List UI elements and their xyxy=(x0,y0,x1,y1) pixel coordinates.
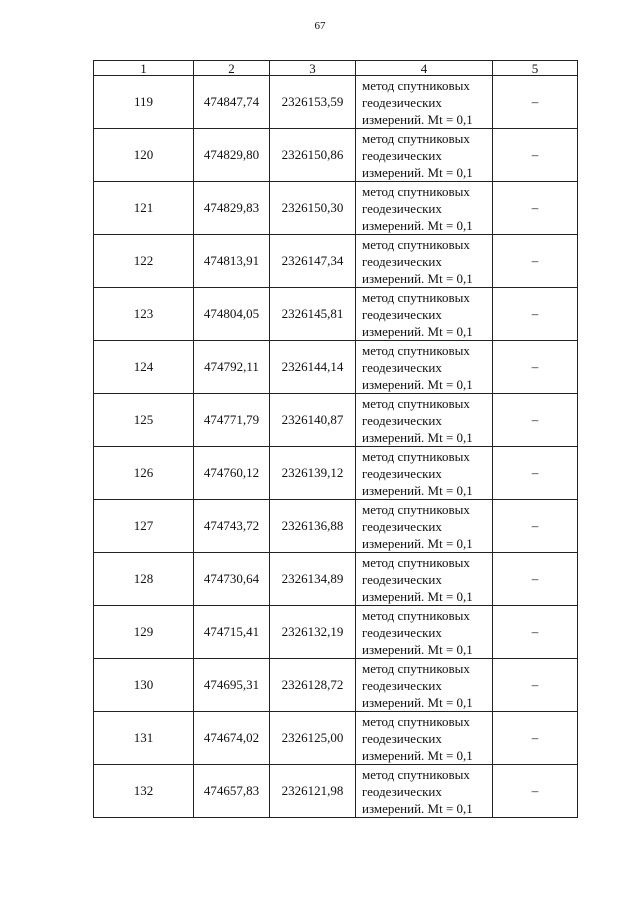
point-number-cell: 123 xyxy=(94,288,194,341)
method-line-2: геодезических xyxy=(362,359,442,375)
x-coordinate-cell: 474657,83 xyxy=(194,765,270,818)
y-coordinate-cell: 2326145,81 xyxy=(270,288,356,341)
point-number-cell: 122 xyxy=(94,235,194,288)
table-row xyxy=(94,182,578,235)
method-line-1: метод спутниковых xyxy=(362,660,470,676)
y-coordinate-cell: 2326136,88 xyxy=(270,500,356,553)
remarks-cell: – xyxy=(493,182,578,235)
method-cell xyxy=(356,341,493,394)
header-col-4: 4 xyxy=(356,61,493,76)
table-row xyxy=(94,712,578,765)
table-row xyxy=(94,394,578,447)
method-line-2: геодезических xyxy=(362,200,442,216)
method-line-3: измерений. Mt = 0,1 xyxy=(362,694,473,710)
x-coordinate-cell: 474804,05 xyxy=(194,288,270,341)
method-line-1: метод спутниковых xyxy=(362,766,470,782)
method-cell xyxy=(356,606,493,659)
y-coordinate-cell: 2326134,89 xyxy=(270,553,356,606)
table-body xyxy=(94,76,578,818)
remarks-cell: – xyxy=(493,606,578,659)
method-line-1: метод спутниковых xyxy=(362,77,470,93)
method-cell xyxy=(356,129,493,182)
x-coordinate-cell: 474792,11 xyxy=(194,341,270,394)
remarks-cell: – xyxy=(493,659,578,712)
method-line-1: метод спутниковых xyxy=(362,501,470,517)
method-line-2: геодезических xyxy=(362,147,442,163)
remarks-cell: – xyxy=(493,394,578,447)
remarks-cell: – xyxy=(493,288,578,341)
method-line-3: измерений. Mt = 0,1 xyxy=(362,747,473,763)
x-coordinate-cell: 474813,91 xyxy=(194,235,270,288)
remarks-cell: – xyxy=(493,129,578,182)
table-row xyxy=(94,76,578,129)
y-coordinate-cell: 2326150,30 xyxy=(270,182,356,235)
y-coordinate-cell: 2326125,00 xyxy=(270,712,356,765)
method-line-2: геодезических xyxy=(362,730,442,746)
y-coordinate-cell: 2326140,87 xyxy=(270,394,356,447)
method-cell xyxy=(356,659,493,712)
method-cell xyxy=(356,182,493,235)
method-line-2: геодезических xyxy=(362,518,442,534)
y-coordinate-cell: 2326153,59 xyxy=(270,76,356,129)
method-line-3: измерений. Mt = 0,1 xyxy=(362,217,473,233)
method-cell xyxy=(356,500,493,553)
method-line-2: геодезических xyxy=(362,253,442,269)
method-line-2: геодезических xyxy=(362,94,442,110)
method-line-3: измерений. Mt = 0,1 xyxy=(362,270,473,286)
method-line-2: геодезических xyxy=(362,306,442,322)
point-number-cell: 132 xyxy=(94,765,194,818)
remarks-cell: – xyxy=(493,500,578,553)
method-line-2: геодезических xyxy=(362,624,442,640)
remarks-cell: – xyxy=(493,447,578,500)
table-row xyxy=(94,129,578,182)
table-row xyxy=(94,288,578,341)
method-line-3: измерений. Mt = 0,1 xyxy=(362,164,473,180)
table-row xyxy=(94,500,578,553)
method-line-3: измерений. Mt = 0,1 xyxy=(362,588,473,604)
y-coordinate-cell: 2326139,12 xyxy=(270,447,356,500)
method-line-3: измерений. Mt = 0,1 xyxy=(362,323,473,339)
point-number-cell: 131 xyxy=(94,712,194,765)
table-row xyxy=(94,235,578,288)
y-coordinate-cell: 2326150,86 xyxy=(270,129,356,182)
method-line-3: измерений. Mt = 0,1 xyxy=(362,429,473,445)
method-line-1: метод спутниковых xyxy=(362,342,470,358)
method-line-2: геодезических xyxy=(362,465,442,481)
x-coordinate-cell: 474674,02 xyxy=(194,712,270,765)
header-col-2: 2 xyxy=(194,61,270,76)
remarks-cell: – xyxy=(493,76,578,129)
table-row xyxy=(94,447,578,500)
method-cell xyxy=(356,765,493,818)
method-line-1: метод спутниковых xyxy=(362,554,470,570)
method-line-1: метод спутниковых xyxy=(362,607,470,623)
x-coordinate-cell: 474829,83 xyxy=(194,182,270,235)
method-cell xyxy=(356,553,493,606)
point-number-cell: 121 xyxy=(94,182,194,235)
y-coordinate-cell: 2326128,72 xyxy=(270,659,356,712)
x-coordinate-cell: 474771,79 xyxy=(194,394,270,447)
x-coordinate-cell: 474829,80 xyxy=(194,129,270,182)
point-number-cell: 126 xyxy=(94,447,194,500)
method-line-3: измерений. Mt = 0,1 xyxy=(362,111,473,127)
header-col-1: 1 xyxy=(94,61,194,76)
method-cell xyxy=(356,712,493,765)
y-coordinate-cell: 2326144,14 xyxy=(270,341,356,394)
point-number-cell: 130 xyxy=(94,659,194,712)
point-number-cell: 124 xyxy=(94,341,194,394)
point-number-cell: 127 xyxy=(94,500,194,553)
method-line-2: геодезических xyxy=(362,412,442,428)
table-row xyxy=(94,659,578,712)
method-line-2: геодезических xyxy=(362,571,442,587)
method-line-1: метод спутниковых xyxy=(362,183,470,199)
method-line-1: метод спутниковых xyxy=(362,130,470,146)
method-cell xyxy=(356,447,493,500)
method-line-3: измерений. Mt = 0,1 xyxy=(362,535,473,551)
x-coordinate-cell: 474730,64 xyxy=(194,553,270,606)
method-line-1: метод спутниковых xyxy=(362,395,470,411)
method-line-3: измерений. Mt = 0,1 xyxy=(362,641,473,657)
method-cell xyxy=(356,288,493,341)
coordinates-table xyxy=(93,60,578,818)
remarks-cell: – xyxy=(493,765,578,818)
remarks-cell: – xyxy=(493,235,578,288)
method-line-3: измерений. Mt = 0,1 xyxy=(362,376,473,392)
point-number-cell: 119 xyxy=(94,76,194,129)
remarks-cell: – xyxy=(493,341,578,394)
method-line-2: геодезических xyxy=(362,783,442,799)
y-coordinate-cell: 2326132,19 xyxy=(270,606,356,659)
x-coordinate-cell: 474715,41 xyxy=(194,606,270,659)
x-coordinate-cell: 474695,31 xyxy=(194,659,270,712)
table-row xyxy=(94,765,578,818)
header-row xyxy=(94,61,578,76)
y-coordinate-cell: 2326147,34 xyxy=(270,235,356,288)
method-line-1: метод спутниковых xyxy=(362,713,470,729)
method-line-3: измерений. Mt = 0,1 xyxy=(362,800,473,816)
method-line-2: геодезических xyxy=(362,677,442,693)
remarks-cell: – xyxy=(493,553,578,606)
point-number-cell: 129 xyxy=(94,606,194,659)
method-line-3: измерений. Mt = 0,1 xyxy=(362,482,473,498)
table-header xyxy=(94,61,578,76)
table-row xyxy=(94,341,578,394)
method-cell xyxy=(356,394,493,447)
method-line-1: метод спутниковых xyxy=(362,236,470,252)
header-col-3: 3 xyxy=(270,61,356,76)
header-col-5: 5 xyxy=(493,61,578,76)
method-line-1: метод спутниковых xyxy=(362,448,470,464)
method-cell xyxy=(356,235,493,288)
method-cell xyxy=(356,76,493,129)
table-row xyxy=(94,606,578,659)
remarks-cell: – xyxy=(493,712,578,765)
point-number-cell: 120 xyxy=(94,129,194,182)
point-number-cell: 128 xyxy=(94,553,194,606)
table-row xyxy=(94,553,578,606)
x-coordinate-cell: 474743,72 xyxy=(194,500,270,553)
method-line-1: метод спутниковых xyxy=(362,289,470,305)
point-number-cell: 125 xyxy=(94,394,194,447)
page-number: 67 xyxy=(314,20,326,32)
x-coordinate-cell: 474760,12 xyxy=(194,447,270,500)
y-coordinate-cell: 2326121,98 xyxy=(270,765,356,818)
x-coordinate-cell: 474847,74 xyxy=(194,76,270,129)
